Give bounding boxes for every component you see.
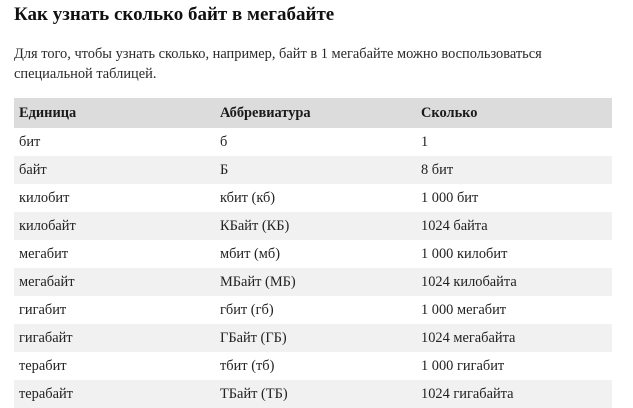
amount-cell: 1 (416, 128, 612, 156)
column-header-unit: Единица (14, 98, 215, 128)
abbreviation-cell: б (215, 128, 416, 156)
table-row (14, 268, 612, 296)
page-title: Как узнать сколько байт в мегабайте (14, 4, 335, 25)
abbreviation-cell: гбит (гб) (215, 296, 416, 324)
amount-cell: 1 000 мегабит (416, 296, 612, 324)
amount-cell: 1024 гигабайта (416, 380, 612, 408)
table-header-row (14, 98, 612, 128)
unit-cell: мегабайт (14, 268, 215, 296)
table-row (14, 184, 612, 212)
abbreviation-cell: кбит (кб) (215, 184, 416, 212)
unit-cell: терабайт (14, 380, 215, 408)
intro-paragraph: Для того, чтобы узнать сколько, например, байт в 1 мегабайте можно воспользоваться специальной таблицей. (14, 46, 542, 82)
abbreviation-cell: МБайт (МБ) (215, 268, 416, 296)
unit-cell: килобит (14, 184, 215, 212)
amount-cell: 1024 байта (416, 212, 612, 240)
units-table (14, 98, 612, 408)
abbreviation-cell: ТБайт (ТБ) (215, 380, 416, 408)
amount-cell: 1024 килобайта (416, 268, 612, 296)
amount-cell: 1024 мегабайта (416, 324, 612, 352)
table-row (14, 380, 612, 408)
amount-cell: 1 000 бит (416, 184, 612, 212)
abbreviation-cell: КБайт (КБ) (215, 212, 416, 240)
table-row (14, 352, 612, 380)
abbreviation-cell: мбит (мб) (215, 240, 416, 268)
unit-cell: мегабит (14, 240, 215, 268)
unit-cell: бит (14, 128, 215, 156)
amount-cell: 1 000 килобит (416, 240, 612, 268)
table-row (14, 128, 612, 156)
unit-cell: терабит (14, 352, 215, 380)
column-header-abbreviation: Аббревиатура (215, 98, 416, 128)
table-row (14, 296, 612, 324)
amount-cell: 1 000 гигабит (416, 352, 612, 380)
unit-cell: гигабайт (14, 324, 215, 352)
table-row (14, 240, 612, 268)
table-row (14, 212, 612, 240)
abbreviation-cell: ГБайт (ГБ) (215, 324, 416, 352)
table-row (14, 156, 612, 184)
amount-cell: 8 бит (416, 156, 612, 184)
abbreviation-cell: тбит (тб) (215, 352, 416, 380)
unit-cell: гигабит (14, 296, 215, 324)
abbreviation-cell: Б (215, 156, 416, 184)
unit-cell: байт (14, 156, 215, 184)
column-header-amount: Сколько (416, 98, 612, 128)
unit-cell: килобайт (14, 212, 215, 240)
table-row (14, 324, 612, 352)
